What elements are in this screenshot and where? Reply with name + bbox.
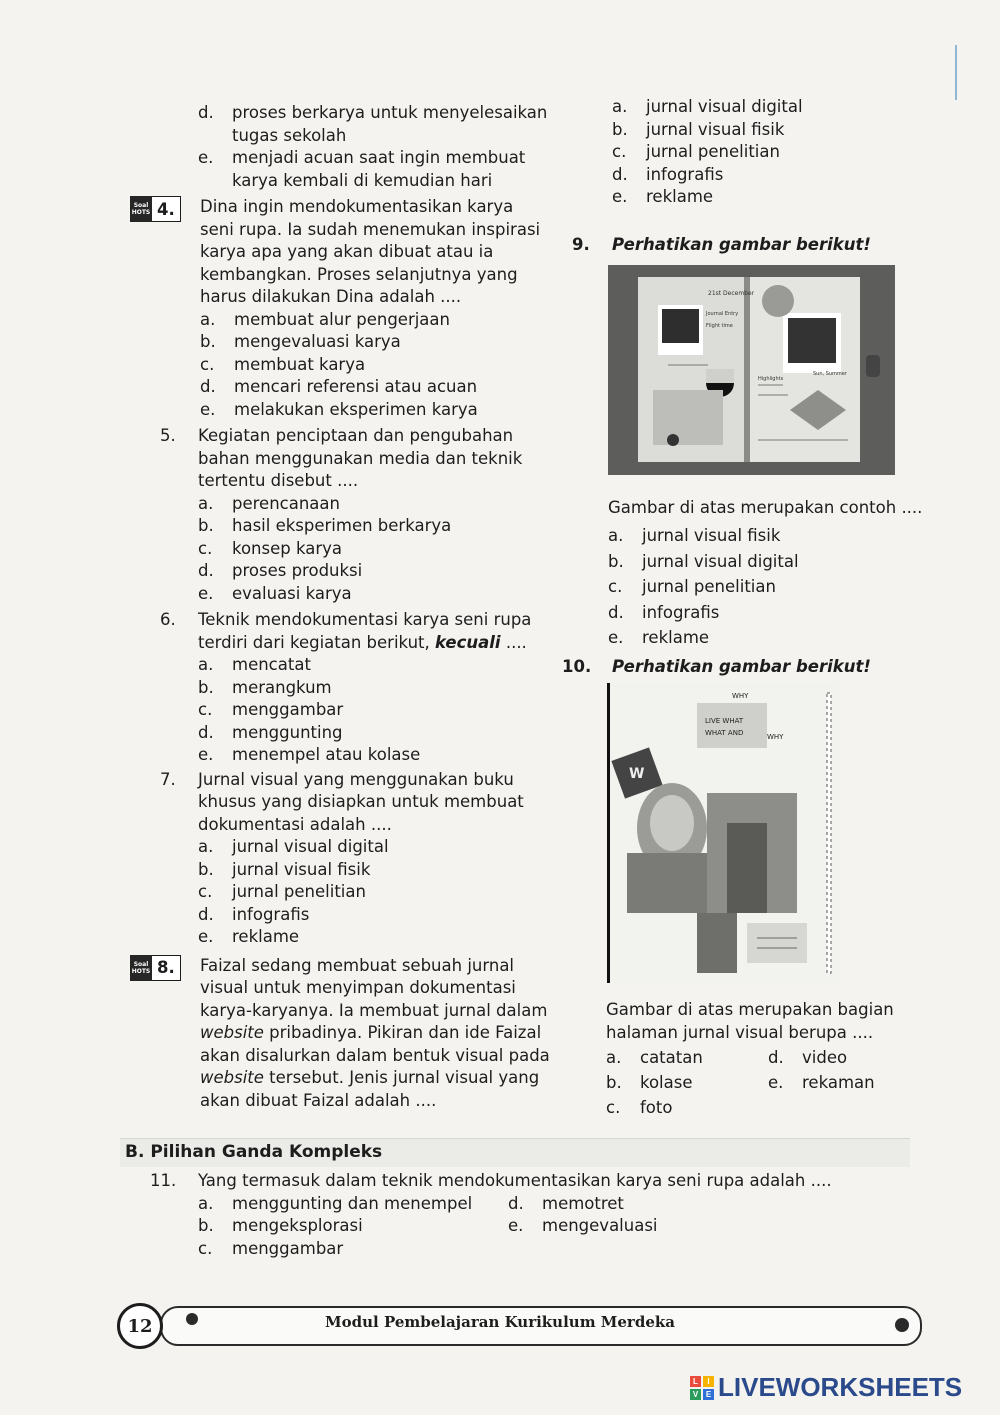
- question-text: bahan menggunakan media dan teknik: [198, 448, 523, 468]
- option-b[interactable]: [198, 859, 530, 882]
- option-text: jurnal visual fisik: [642, 526, 781, 545]
- question-text-part: ....: [500, 632, 527, 652]
- option-c[interactable]: [198, 881, 530, 904]
- question-10-options: [606, 1045, 926, 1120]
- collage-image-art: [607, 683, 839, 983]
- option-key: a.: [612, 97, 628, 116]
- question-prompt: Perhatikan gambar berikut!: [612, 235, 871, 254]
- question-number: 11.: [150, 1171, 177, 1190]
- question-text-part: pribadinya. Pikiran dan ide Faizal: [263, 1023, 542, 1042]
- option-b[interactable]: [612, 119, 932, 142]
- q8-options: [612, 96, 932, 209]
- option-text: evaluasi karya: [232, 583, 352, 603]
- option-key: b.: [198, 677, 214, 697]
- photo-note: Journal Entry: [706, 311, 739, 317]
- option-text: reklame: [232, 927, 300, 946]
- question-7: [160, 769, 530, 949]
- option-e[interactable]: [198, 926, 530, 949]
- hots-tag-line: Soal: [133, 960, 149, 968]
- question-text: karya apa yang akan dibuat atau ia: [200, 242, 494, 261]
- option-text: infografis: [642, 602, 720, 622]
- collage-word: WHY: [767, 733, 784, 741]
- option-e[interactable]: [200, 399, 530, 422]
- photo-note: Sun, Summer: [813, 371, 847, 377]
- italic-word: website: [200, 1023, 264, 1042]
- option-text: catatan: [640, 1048, 703, 1067]
- liveworksheets-logo-icon: [690, 1376, 714, 1400]
- logo-tile: V: [690, 1389, 701, 1400]
- option-key: d.: [508, 1193, 524, 1213]
- option-text: menggunting dan menempel: [232, 1193, 473, 1213]
- option-text: foto: [640, 1098, 673, 1117]
- question-5: [160, 425, 530, 605]
- option-key: c.: [198, 700, 213, 719]
- photo-note: Highlights: [758, 376, 784, 382]
- option-e[interactable]: [768, 1070, 875, 1095]
- option-key: c.: [198, 882, 213, 901]
- q3-tail-options: [198, 102, 548, 192]
- option-text: menjadi acuan saat ingin membuat: [232, 148, 526, 167]
- option-key: b.: [606, 1073, 622, 1092]
- option-text: jurnal penelitian: [646, 142, 780, 161]
- option-a[interactable]: [200, 309, 530, 332]
- option-text: proses produksi: [232, 561, 363, 580]
- option-c[interactable]: [198, 538, 530, 561]
- option-text: konsep karya: [232, 538, 343, 558]
- option-c[interactable]: [608, 574, 928, 600]
- liveworksheets-watermark[interactable]: [690, 1372, 962, 1403]
- option-key: b.: [612, 119, 628, 139]
- option-key: b.: [608, 551, 624, 571]
- footer-title: Modul Pembelajaran Kurikulum Merdeka: [325, 1313, 675, 1331]
- option-key: d.: [198, 722, 214, 742]
- logo-tile: I: [703, 1376, 714, 1387]
- option-c[interactable]: [198, 699, 531, 722]
- option-key: b.: [200, 332, 216, 351]
- option-key: e.: [508, 1216, 524, 1235]
- option-text: menggunting: [232, 722, 343, 742]
- option-key: e.: [198, 583, 214, 603]
- question-number: 4.: [152, 196, 181, 222]
- option-text: mengeksplorasi: [232, 1216, 363, 1235]
- option-text: mengevaluasi karya: [234, 332, 401, 351]
- question-number: 6.: [160, 610, 176, 629]
- question-text: seni rupa. Ia sudah menemukan inspirasi: [200, 219, 541, 239]
- question-text: Yang termasuk dalam teknik mendokumentasikan karya seni rupa adalah ....: [198, 1171, 832, 1190]
- option-key: d.: [198, 904, 214, 924]
- hots-tag-line: HOTS: [131, 967, 151, 975]
- italic-word: website: [200, 1068, 264, 1087]
- question-number: 7.: [160, 769, 176, 789]
- option-text: menggambar: [232, 700, 344, 719]
- option-key: e.: [198, 148, 214, 167]
- question-text: [200, 1067, 540, 1090]
- option-d[interactable]: [768, 1045, 875, 1070]
- section-title: B. Pilihan Ganda Kompleks: [125, 1142, 383, 1162]
- option-text: reklame: [646, 187, 714, 206]
- option-text: menempel atau kolase: [232, 745, 421, 764]
- question-11: [150, 1170, 930, 1260]
- option-text: membuat alur pengerjaan: [234, 309, 450, 329]
- collage-word: LIVE WHAT: [705, 717, 744, 725]
- photo-note: 21st December: [708, 290, 755, 297]
- question-text-part: terdiri dari kegiatan berikut,: [198, 632, 436, 652]
- option-text: merangkum: [232, 677, 332, 697]
- option-e[interactable]: [612, 186, 932, 209]
- option-key: e.: [200, 399, 216, 419]
- image-caption: Gambar di atas merupakan bagian: [606, 1000, 894, 1019]
- logo-tile: L: [690, 1376, 701, 1387]
- option-text: memotret: [542, 1193, 624, 1213]
- option-text: hasil eksperimen berkarya: [232, 516, 452, 535]
- option-text: membuat karya: [234, 354, 366, 374]
- hots-tag-line: Soal: [133, 202, 149, 209]
- option-key: a.: [198, 1193, 214, 1213]
- option-key: a.: [608, 526, 624, 545]
- option-text: video: [802, 1048, 848, 1067]
- option-key: a.: [198, 493, 214, 513]
- question-9-caption: [608, 497, 928, 520]
- option-text: rekaman: [802, 1073, 875, 1092]
- option-text: jurnal penelitian: [642, 577, 776, 596]
- section-b-header: [120, 1138, 910, 1167]
- option-text: melakukan eksperimen karya: [234, 399, 478, 419]
- question-4: [131, 196, 541, 421]
- option-b[interactable]: [200, 331, 530, 354]
- option-key: c.: [200, 354, 215, 374]
- question-text: harus dilakukan Dina adalah ....: [200, 287, 462, 306]
- option-text: jurnal visual digital: [646, 97, 803, 116]
- option-a[interactable]: [608, 523, 928, 549]
- page-edge-mark: [955, 45, 957, 100]
- question-text: akan dibuat Faizal adalah ....: [200, 1090, 437, 1110]
- option-a[interactable]: [198, 836, 530, 859]
- question-text: visual untuk menyimpan dokumentasi: [200, 978, 516, 997]
- option-text: menggambar: [232, 1238, 344, 1258]
- question-text: Teknik mendokumentasi karya seni rupa: [198, 610, 532, 629]
- question-text: Kegiatan penciptaan dan pengubahan: [198, 426, 514, 445]
- option-key: c.: [198, 1238, 213, 1258]
- option-text: karya kembali di kemudian hari: [232, 170, 493, 190]
- question-10-caption: [606, 999, 926, 1044]
- option-key: c.: [608, 577, 623, 596]
- footer-dot-icon: [186, 1313, 198, 1325]
- option-e[interactable]: [608, 625, 928, 651]
- option-c[interactable]: [606, 1095, 768, 1120]
- question-number: 10.: [562, 657, 592, 676]
- option-d[interactable]: [198, 560, 530, 583]
- option-d[interactable]: [198, 102, 548, 147]
- option-text: jurnal visual digital: [642, 551, 799, 571]
- question-number: 8.: [152, 955, 181, 981]
- question-text: [200, 1022, 542, 1045]
- question-text-part: tersebut. Jenis jurnal visual yang: [263, 1068, 540, 1087]
- option-text: jurnal visual fisik: [232, 859, 371, 879]
- option-key: a.: [198, 837, 214, 856]
- option-key: b.: [198, 1216, 214, 1235]
- option-d[interactable]: [612, 164, 932, 187]
- option-key: e.: [198, 927, 214, 946]
- option-key: a.: [200, 309, 216, 329]
- option-b[interactable]: [608, 549, 928, 575]
- question-text: Faizal sedang membuat sebuah jurnal: [200, 955, 515, 975]
- question-10: [562, 656, 922, 679]
- option-text: mencatat: [232, 655, 311, 674]
- option-b[interactable]: [606, 1070, 768, 1095]
- option-a[interactable]: [198, 654, 531, 677]
- journal-photo: [608, 265, 895, 475]
- option-text: infografis: [232, 904, 310, 924]
- option-key: b.: [198, 516, 214, 535]
- question-text: Jurnal visual yang menggunakan buku: [198, 769, 514, 789]
- option-key: c.: [198, 538, 213, 558]
- option-key: d.: [198, 103, 214, 122]
- option-e[interactable]: [198, 744, 531, 767]
- collage-word: WHY: [732, 692, 749, 700]
- option-key: a.: [198, 655, 214, 674]
- option-key: c.: [612, 142, 627, 161]
- hots-badge: [130, 955, 181, 981]
- question-8: [131, 955, 550, 1113]
- option-key: e.: [198, 745, 214, 764]
- option-key: e.: [768, 1073, 784, 1092]
- question-text: Dina ingin mendokumentasikan karya: [200, 197, 514, 216]
- option-a[interactable]: [198, 493, 530, 516]
- option-text: mengevaluasi: [542, 1216, 658, 1235]
- image-caption: Gambar di atas merupakan contoh ....: [608, 498, 923, 517]
- emphasis-word: kecuali: [435, 632, 501, 652]
- option-d[interactable]: [608, 600, 928, 626]
- logo-tile: E: [703, 1389, 714, 1400]
- option-text: reklame: [642, 628, 710, 647]
- question-prompt: Perhatikan gambar berikut!: [612, 657, 871, 676]
- option-key: e.: [612, 187, 628, 206]
- option-key: a.: [606, 1048, 622, 1067]
- option-text: jurnal penelitian: [232, 882, 366, 901]
- image-caption: halaman jurnal visual berupa ....: [606, 1022, 874, 1042]
- option-a[interactable]: [612, 96, 932, 119]
- option-c[interactable]: [200, 354, 530, 377]
- left-column: [131, 102, 550, 1112]
- question-number: 5.: [160, 426, 176, 445]
- journal-photo-image: [608, 265, 895, 475]
- brand-name: LIVEWORKSHEETS: [718, 1372, 963, 1402]
- question-number: 9.: [572, 235, 590, 254]
- option-key: c.: [606, 1098, 621, 1117]
- option-b[interactable]: [198, 1215, 508, 1238]
- option-b[interactable]: [198, 677, 531, 700]
- question-9-options: [608, 523, 928, 651]
- question-6: [160, 609, 530, 767]
- hots-badge: [130, 196, 181, 222]
- option-d[interactable]: [508, 1193, 658, 1216]
- option-key: d.: [200, 377, 216, 396]
- photo-note: Flight time: [706, 323, 733, 329]
- option-c[interactable]: [198, 1238, 508, 1261]
- option-c[interactable]: [612, 141, 932, 164]
- collage-word: WHAT AND: [705, 729, 744, 737]
- option-e[interactable]: [508, 1215, 658, 1238]
- option-key: b.: [198, 859, 214, 879]
- option-a[interactable]: [198, 1193, 508, 1216]
- footer-dot-icon: [895, 1318, 909, 1332]
- collage-word: W: [629, 766, 645, 782]
- option-d[interactable]: [198, 904, 530, 927]
- option-e[interactable]: [198, 147, 530, 192]
- question-text: tertentu disebut ....: [198, 471, 359, 490]
- question-text: khusus yang disiapkan untuk membuat: [198, 792, 524, 811]
- option-b[interactable]: [198, 515, 530, 538]
- option-text: kolase: [640, 1073, 693, 1092]
- option-a[interactable]: [606, 1045, 768, 1070]
- option-text: mencari referensi atau acuan: [234, 377, 478, 396]
- option-text: infografis: [646, 164, 724, 184]
- option-text: jurnal visual fisik: [646, 119, 785, 139]
- option-text: jurnal visual digital: [232, 837, 389, 856]
- hots-tag: [130, 955, 152, 981]
- hots-tag: [130, 196, 152, 222]
- question-9: [572, 234, 922, 257]
- option-key: d.: [608, 602, 624, 622]
- option-text: tugas sekolah: [232, 125, 347, 145]
- option-key: d.: [612, 164, 628, 184]
- option-d[interactable]: [200, 376, 530, 399]
- question-text: [198, 632, 531, 655]
- option-text: perencanaan: [232, 493, 340, 513]
- question-text: kembangkan. Proses selanjutnya yang: [200, 264, 518, 284]
- collage-image: [607, 683, 839, 983]
- option-key: d.: [198, 561, 214, 580]
- option-d[interactable]: [198, 722, 531, 745]
- question-text: dokumentasi adalah ....: [198, 814, 392, 834]
- question-text: akan disalurkan dalam bentuk visual pada: [200, 1045, 550, 1065]
- hots-tag-line: HOTS: [131, 209, 151, 216]
- option-e[interactable]: [198, 583, 530, 606]
- question-text: karya-karyanya. Ia membuat jurnal dalam: [200, 1000, 548, 1020]
- option-key: d.: [768, 1048, 784, 1067]
- page-number: 12: [117, 1303, 163, 1349]
- option-key: e.: [608, 628, 624, 647]
- option-text: proses berkarya untuk menyelesaikan: [232, 103, 548, 122]
